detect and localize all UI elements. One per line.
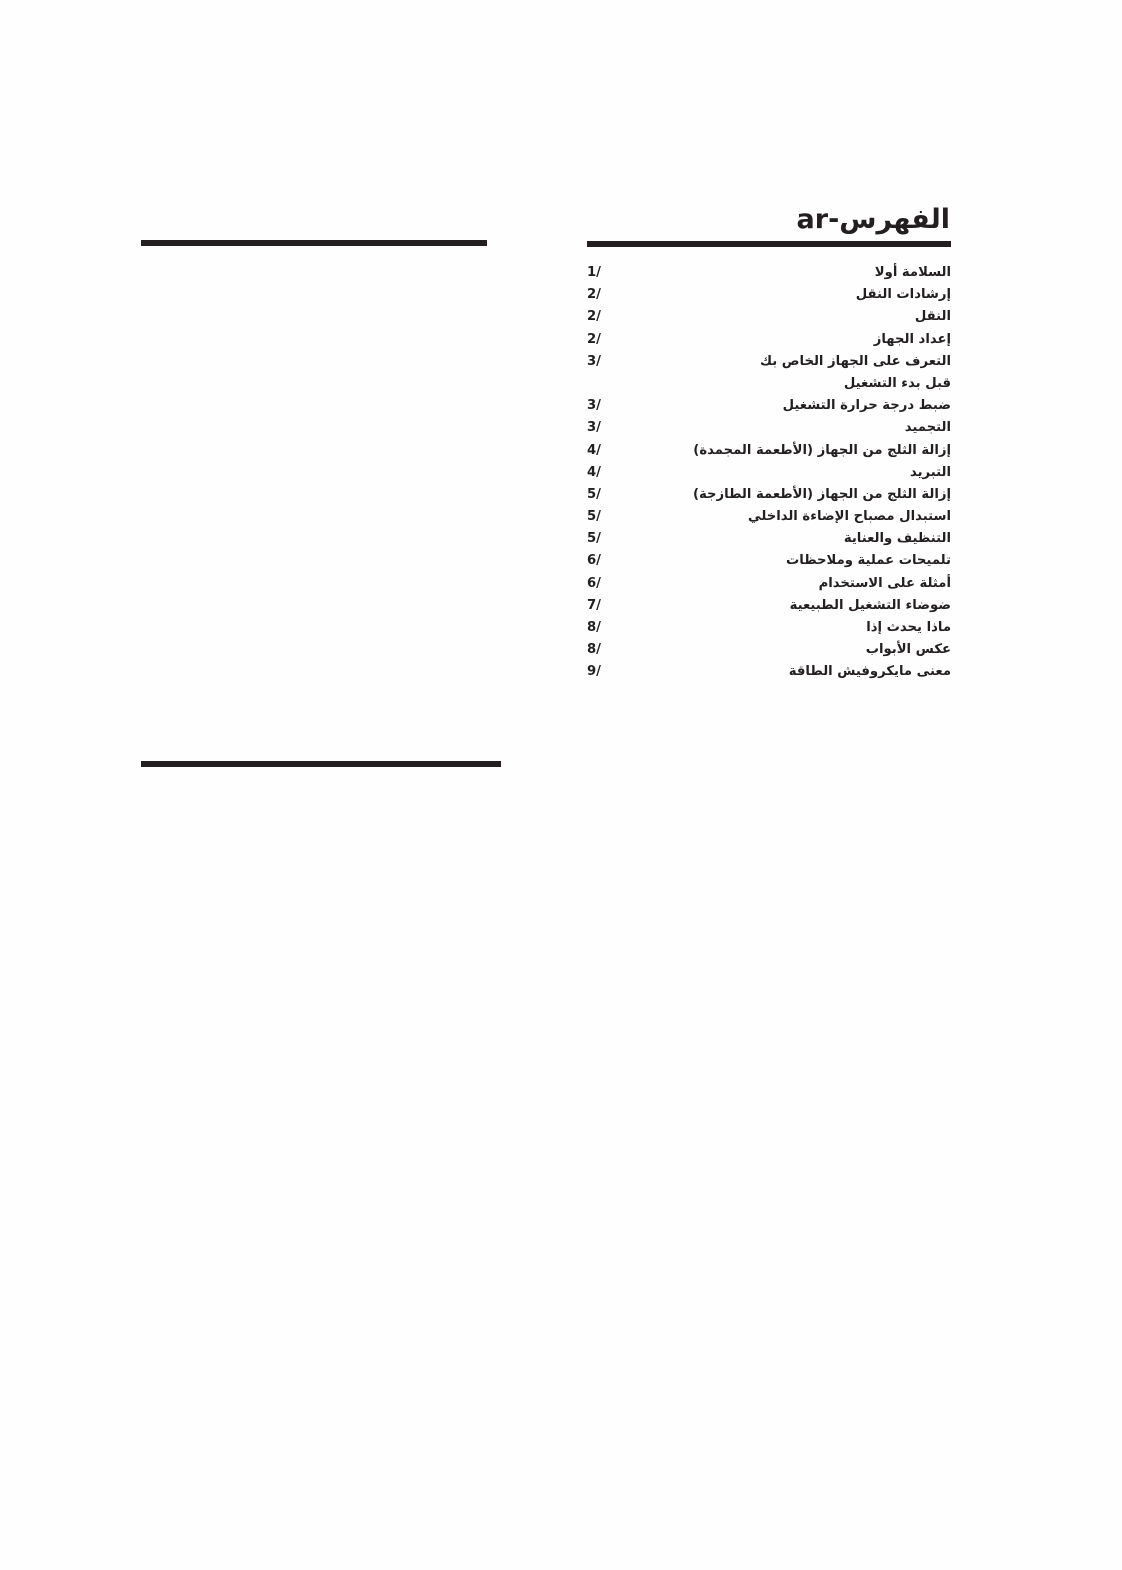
title-divider	[587, 241, 951, 247]
toc-item-label: إعداد الجهاز	[873, 331, 951, 347]
left-column-divider-top	[141, 240, 487, 246]
toc-item[interactable]	[587, 395, 951, 417]
toc-item-page: 7/	[587, 597, 601, 613]
toc-item-page: 8/	[587, 642, 601, 658]
toc-item[interactable]	[587, 617, 951, 639]
table-of-contents	[587, 262, 951, 684]
toc-item-page: 3/	[587, 420, 601, 436]
toc-item-page: 2/	[587, 331, 601, 347]
toc-item-page: 2/	[587, 309, 601, 325]
toc-item[interactable]	[587, 329, 951, 351]
toc-item[interactable]	[587, 284, 951, 306]
toc-item-page: 6/	[587, 575, 601, 591]
toc-item[interactable]	[587, 440, 951, 462]
toc-item[interactable]	[587, 595, 951, 617]
toc-item-page: 3/	[587, 353, 601, 369]
toc-item[interactable]	[587, 661, 951, 683]
toc-item[interactable]	[587, 417, 951, 439]
toc-item-page: 1/	[587, 265, 601, 280]
toc-item-label: قبل بدء التشغيل	[843, 375, 951, 391]
toc-item[interactable]	[587, 506, 951, 528]
toc-item-page: 9/	[587, 664, 601, 680]
toc-item-page: 8/	[587, 620, 601, 635]
toc-item-label: التبريد	[909, 464, 951, 480]
toc-item-page: 4/	[587, 442, 601, 458]
toc-item-label: تلميحات عملية وملاحظات	[786, 553, 951, 569]
toc-item-page: 5/	[587, 486, 601, 502]
toc-item-label: إزالة الثلج من الجهاز (الأطعمة الطازجة)	[693, 486, 951, 502]
toc-item-label: التنظيف والعناية	[843, 531, 951, 547]
toc-item[interactable]	[587, 639, 951, 661]
toc-item[interactable]	[587, 462, 951, 484]
toc-item-label: ماذا يحدث إذا	[866, 620, 951, 635]
toc-item-label: معنى مايكروفيش الطاقة	[788, 664, 951, 680]
toc-item-page: 2/	[587, 287, 601, 303]
toc-item-page: 3/	[587, 398, 601, 414]
toc-item[interactable]	[587, 262, 951, 284]
toc-item-label: السلامة أولا	[874, 265, 951, 280]
toc-item[interactable]	[587, 373, 951, 395]
toc-item-label: التجميد	[904, 420, 951, 436]
toc-item-page: 5/	[587, 509, 601, 525]
toc-item[interactable]	[587, 351, 951, 373]
toc-item-page: 4/	[587, 464, 601, 480]
toc-item-label: النقل	[914, 309, 951, 325]
toc-item-label: التعرف على الجهاز الخاص بك	[759, 353, 951, 369]
toc-item[interactable]	[587, 528, 951, 550]
toc-item[interactable]	[587, 573, 951, 595]
toc-item-label: عكس الأبواب	[865, 642, 951, 658]
toc-item-label: استبدال مصباح الإضاءة الداخلي	[747, 509, 951, 525]
toc-item[interactable]	[587, 484, 951, 506]
toc-item-page: 6/	[587, 553, 601, 569]
toc-item-page: 5/	[587, 531, 601, 547]
toc-item-label: ضوضاء التشغيل الطبيعية	[789, 597, 951, 613]
toc-item-label: أمثلة على الاستخدام	[818, 575, 951, 591]
toc-item-label: إرشادات النقل	[855, 287, 951, 303]
toc-item-label: ضبط درجة حرارة التشغيل	[782, 398, 951, 414]
toc-item[interactable]	[587, 550, 951, 572]
toc-item[interactable]	[587, 306, 951, 328]
left-column-divider-bottom	[141, 761, 501, 767]
toc-item-label: إزالة الثلج من الجهاز (الأطعمة المجمدة)	[693, 442, 951, 458]
page-title: ar-الفهرس	[796, 204, 950, 235]
